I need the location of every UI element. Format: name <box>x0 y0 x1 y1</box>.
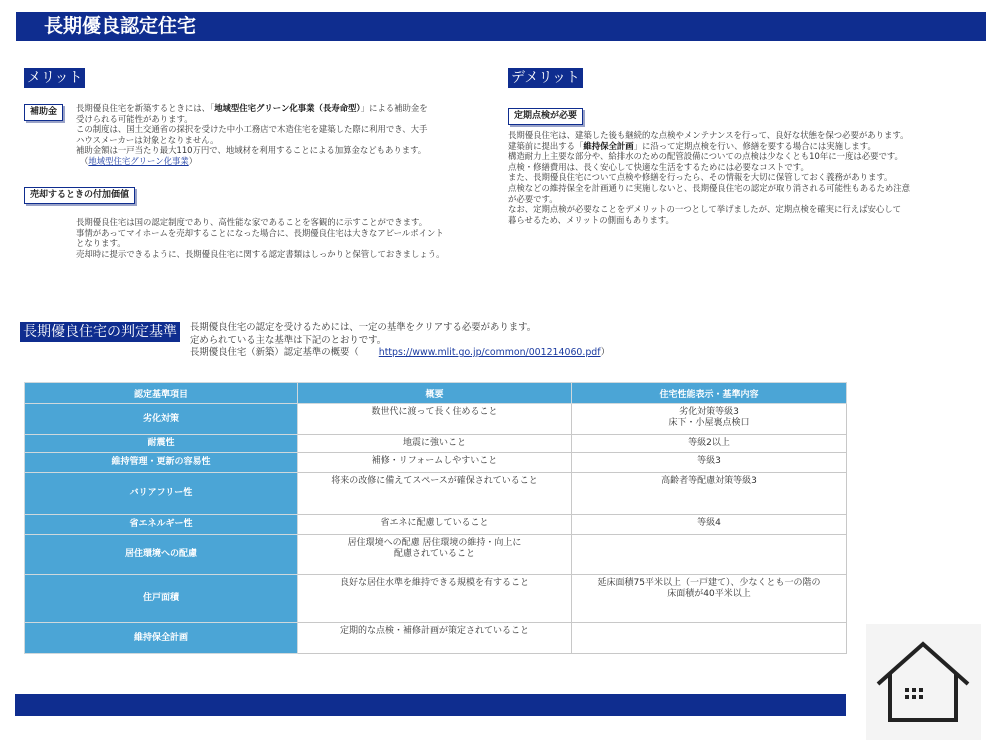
criteria-summary: 省エネに配慮していること <box>298 515 572 535</box>
column-header-summary: 概要 <box>298 383 572 404</box>
merit-heading: メリット <box>24 68 85 88</box>
footer-bar <box>15 694 846 716</box>
criteria-table-header <box>25 383 847 404</box>
subsidy-program-link[interactable]: 地域型住宅グリーン化事業 <box>88 155 189 166</box>
resale-label: 売却するときの付加価値 <box>24 187 135 204</box>
table-row <box>25 473 847 515</box>
criteria-item: バリアフリー性 <box>25 473 298 515</box>
inspection-label: 定期点検が必要 <box>508 108 583 125</box>
page-title: 長期優良認定住宅 <box>44 15 197 37</box>
criteria-item: 省エネルギー性 <box>25 515 298 535</box>
criteria-summary: 将来の改修に備えてスペースが確保されていること <box>298 473 572 515</box>
home-button[interactable] <box>866 624 981 740</box>
criteria-item: 住戸面積 <box>25 575 298 623</box>
subsidy-line-3: この制度は、国土交通省の採択を受けた中小工務店で木造住宅を建築した際に利用でき、大手 <box>76 124 428 135</box>
subsidy-text <box>76 103 428 167</box>
subsidy-link-line: （地域型住宅グリーン化事業） <box>80 155 198 166</box>
criteria-summary: 良好な居住水準を維持できる規模を有すること <box>298 575 572 623</box>
subsidy-line-2: 受けられる可能性があります。 <box>76 113 193 124</box>
criteria-summary: 定期的な点検・補修計画が策定されていること <box>298 623 572 654</box>
house-icon <box>866 624 981 740</box>
criteria-standard: 等級2以上 <box>572 435 847 453</box>
inspection-line-6: 点検などの維持保全を計画通りに実施しないと、長期優良住宅の認定が取り消される可能性もあるため注意 <box>508 182 910 193</box>
inspection-line-9: 暮らせるため、メリットの側面もあります。 <box>508 214 674 225</box>
criteria-item: 居住環境への配慮 <box>25 535 298 575</box>
criteria-summary: 数世代に渡って長く住めること <box>298 404 572 435</box>
table-row <box>25 404 847 435</box>
criteria-intro-line-1: 長期優良住宅の認定を受けるためには、一定の基準をクリアする必要があります。 <box>190 322 537 333</box>
column-header-standard: 住宅性能表示・基準内容 <box>572 383 847 404</box>
inspection-line-1: 長期優良住宅は、建築した後も継続的な点検やメンテナンスを行って、良好な状態を保つ必要があります。 <box>508 130 909 140</box>
inspection-line-5: また、長期優良住宅について点検や修繕を行ったら、その情報を大切に保管しておく義務があります。 <box>508 172 893 183</box>
demerit-heading: デメリット <box>508 68 583 88</box>
criteria-standard: 高齢者等配慮対策等級3 <box>572 473 847 515</box>
criteria-intro-line-2: 定められている主な基準は下記のとおりです。 <box>190 334 387 346</box>
table-row <box>25 515 847 535</box>
resale-line-1: 長期優良住宅は国の認定制度であり、高性能な家であることを客観的に示すことができます。 <box>76 217 428 227</box>
criteria-standard: 等級4 <box>572 515 847 535</box>
criteria-standard: 等級3 <box>572 453 847 473</box>
table-row <box>25 435 847 453</box>
table-row <box>25 623 847 654</box>
criteria-intro <box>190 322 610 360</box>
inspection-line-8: なお、定期点検が必要なことをデメリットの一つとして挙げましたが、定期点検を確実に行えば安心して <box>508 204 901 215</box>
criteria-summary: 居住環境への配慮 居住環境の維持・向上に 配慮されていること <box>298 535 572 575</box>
subsidy-label: 補助金 <box>24 104 63 121</box>
inspection-line-7: が必要です。 <box>508 193 558 204</box>
inspection-line-2: 建築前に提出する「維持保全計画」に沿って定期点検を行い、修繕を要する場合には実施します。 <box>508 140 876 151</box>
inspection-line-4: 点検・修繕費用は、長く安心して快適な生活をするためには必要なコストです。 <box>508 161 809 172</box>
criteria-summary: 補修・リフォームしやすいこと <box>298 453 572 473</box>
resale-text <box>76 217 445 259</box>
subsidy-line-1: 長期優良住宅を新築するときには、「地域型住宅グリーン化事業（長寿命型）」による補助金を <box>76 103 428 113</box>
inspection-text <box>508 130 910 225</box>
resale-line-2: 事情があってマイホームを売却することになった場合に、長期優良住宅は大きなアピールポイント <box>76 227 444 238</box>
table-row <box>25 535 847 575</box>
criteria-item: 耐震性 <box>25 435 298 453</box>
subsidy-line-4: ハウスメーカーは対象となりません。 <box>76 134 219 145</box>
criteria-pdf-link[interactable]: https://www.mlit.go.jp/common/001214060.pdf <box>378 347 601 359</box>
resale-line-4: 売却時に提示できるように、長期優良住宅に関する認定書類はしっかりと保管しておきましょう。 <box>76 248 445 259</box>
criteria-summary-line: 長期優良住宅（新築）認定基準の概要（ https://www.mlit.go.jp/common/001214060.pdf） <box>190 347 610 359</box>
criteria-heading: 長期優良住宅の判定基準 <box>20 322 180 342</box>
table-row <box>25 575 847 623</box>
criteria-table <box>24 382 847 654</box>
criteria-summary: 地震に強いこと <box>298 435 572 453</box>
subsidy-line-5: 補助金額は一戸当たり最大110万円で、地域材を利用することによる加算金などもあります。 <box>76 145 427 156</box>
column-header-item: 認定基準項目 <box>25 383 298 404</box>
table-row <box>25 453 847 473</box>
criteria-item: 維持管理・更新の容易性 <box>25 453 298 473</box>
criteria-standard <box>572 623 847 654</box>
inspection-line-3: 構造耐力上主要な部分や、給排水のための配管設備についての点検は少なくとも10年に一度は必要です。 <box>508 151 903 162</box>
criteria-item: 維持保全計画 <box>25 623 298 654</box>
criteria-standard: 延床面積75平米以上（一戸建て）、少なくとも一の階の 床面積が40平米以上 <box>572 575 847 623</box>
criteria-item: 劣化対策 <box>25 404 298 435</box>
resale-line-3: となります。 <box>76 238 126 249</box>
criteria-standard <box>572 535 847 575</box>
criteria-standard: 劣化対策等級3 床下・小屋裏点検口 <box>572 404 847 435</box>
